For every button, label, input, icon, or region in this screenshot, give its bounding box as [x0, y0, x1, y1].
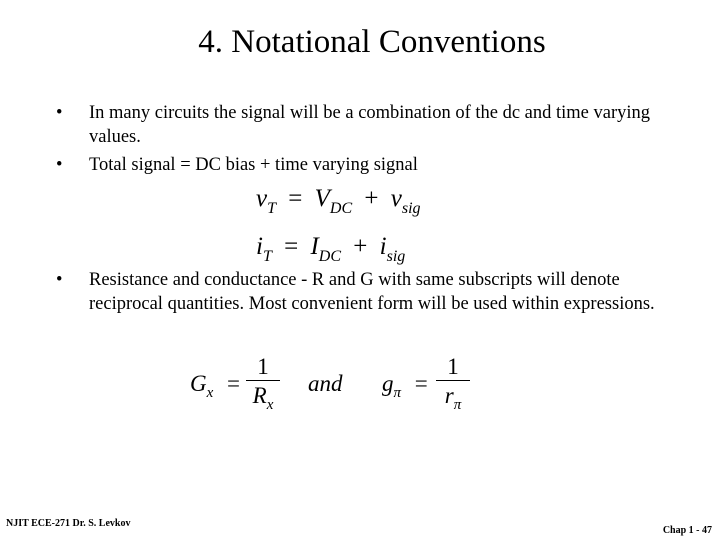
eq-subscript: π — [393, 385, 402, 401]
eq-symbol: v — [390, 185, 402, 212]
eq-symbol: i — [256, 233, 263, 260]
bullet-marker: • — [56, 155, 63, 175]
eq-symbol: V — [314, 185, 330, 212]
bullet-item — [56, 153, 676, 177]
fraction — [246, 354, 280, 414]
eq-subscript: sig — [386, 248, 406, 265]
eq-subscript: DC — [329, 200, 353, 217]
eq-symbol: I — [310, 233, 319, 260]
slide-title: 4. Notational Conventions — [198, 24, 546, 60]
bullet-item — [56, 268, 676, 316]
eq-symbol: i — [379, 233, 387, 260]
eq-operator: = — [284, 233, 299, 260]
eq-symbol: r — [444, 383, 454, 409]
footer-course-label: NJIT ECE-271 Dr. S. Levkov — [6, 518, 131, 529]
eq-operator: + — [364, 185, 379, 212]
eq-lhs — [190, 371, 248, 401]
bullet-text: Total signal = DC bias + time varying signal — [89, 155, 418, 175]
eq-subscript: DC — [318, 248, 342, 265]
fraction — [436, 354, 470, 414]
eq-subscript: x — [266, 397, 274, 414]
eq-connector: and — [308, 371, 343, 396]
eq-operator: = — [227, 371, 241, 396]
fraction-denominator — [436, 381, 470, 414]
fraction-numerator: 1 — [447, 354, 459, 379]
equation-total-voltage — [256, 185, 421, 217]
fraction-denominator — [246, 381, 280, 414]
eq-lhs — [382, 371, 436, 401]
eq-symbol: R — [252, 383, 267, 409]
bullet-marker: • — [56, 103, 63, 123]
eq-symbol: v — [256, 185, 268, 212]
bullet-text: Resistance and conductance - R and G with same subscripts will denote reciprocal quantities. Most convenient form will be used within expressions. — [89, 270, 655, 314]
bullet-text: In many circuits the signal will be a combination of the dc and time varying values. — [89, 103, 651, 147]
bullet-item — [56, 101, 676, 149]
eq-subscript: π — [453, 397, 462, 414]
eq-symbol: g — [382, 371, 394, 396]
footer-page-number: Chap 1 - 47 — [662, 525, 712, 536]
eq-subscript: x — [206, 385, 214, 401]
eq-symbol: G — [190, 371, 207, 396]
eq-subscript: T — [267, 200, 277, 217]
eq-operator: + — [353, 233, 368, 260]
equation-total-current — [256, 233, 406, 265]
bullet-marker: • — [56, 270, 63, 290]
fraction-numerator: 1 — [257, 354, 269, 379]
eq-subscript: sig — [401, 200, 421, 217]
eq-subscript: T — [262, 248, 272, 265]
eq-operator: = — [414, 371, 428, 396]
eq-operator: = — [288, 185, 303, 212]
